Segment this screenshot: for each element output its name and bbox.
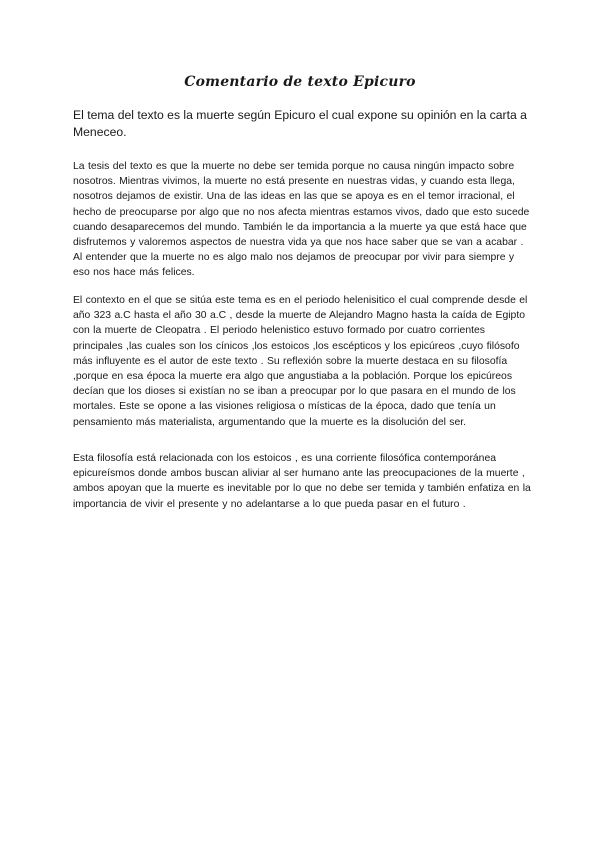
- relation-paragraph: Esta filosofía está relacionada con los estoicos , es una corriente filosófica contemporánea epicureísmos donde ambos buscan aliviar al ser humano ante las preocupaciones de la muerte , ambos apoyan que la muerte es inevitable por lo que no debe ser temida y también enfatiza en la importancia de vivir el presente y no adelantarse a lo que pueda pasar en el futuro .: [73, 453, 531, 510]
- intro-paragraph: El tema del texto es la muerte según Epicuro el cual expone su opinión en la carta a Meneceo.: [73, 108, 527, 139]
- thesis-paragraph: La tesis del texto es que la muerte no debe ser temida porque no causa ningún impacto sobre nosotros. Mientras vivimos, la muerte no está presente en nuestras vidas, y cuando esta llega, nosotros dejamos de existir. Una de las ideas en las que se apoya es en el temor irracional, el hecho de preocuparse por algo que no nos afecta mientras estamos vivos, dado que esto sucede cuando desaparecemos del mundo. También le da importancia a la muerte ya que está hace que disfrutemos y valoremos aspectos de nuestra vida ya que nos hace saber que se van a acabar . Al entender que la muerte no es algo malo nos dejamos de preocupar por vivir para siempre y eso nos hace más felices.: [73, 161, 530, 279]
- context-paragraph: El contexto en el que se sitúa este tema es en el periodo helenisitico el cual comprende desde el año 323 a.C hasta el año 30 a.C , desde la muerte de Alejandro Magno hasta la caída de Egipto con la muerte de Cleopatra . El periodo helenistico estuvo formado por cuatro corrientes principales ,las cuales son los cínicos ,los estoicos ,los escépticos y los epicúreos ,cuyo filósofo más influyente es el autor de este texto . Su reflexión sobre la muerte destaca en su filosofía ,porque en esa época la muerte era algo que angustiaba a la población. Porque los epicúreos decían que los dioses si existían no se iban a preocupar por lo que pasara en el mundo de los mortales. Este se opone a las visiones religiosa o místicas de la época, dado que tenía un pensamiento más materialista, argumentando que la muerte es la disolución del ser.: [73, 295, 528, 428]
- document-title: Comentario de texto Epicuro: [184, 74, 416, 90]
